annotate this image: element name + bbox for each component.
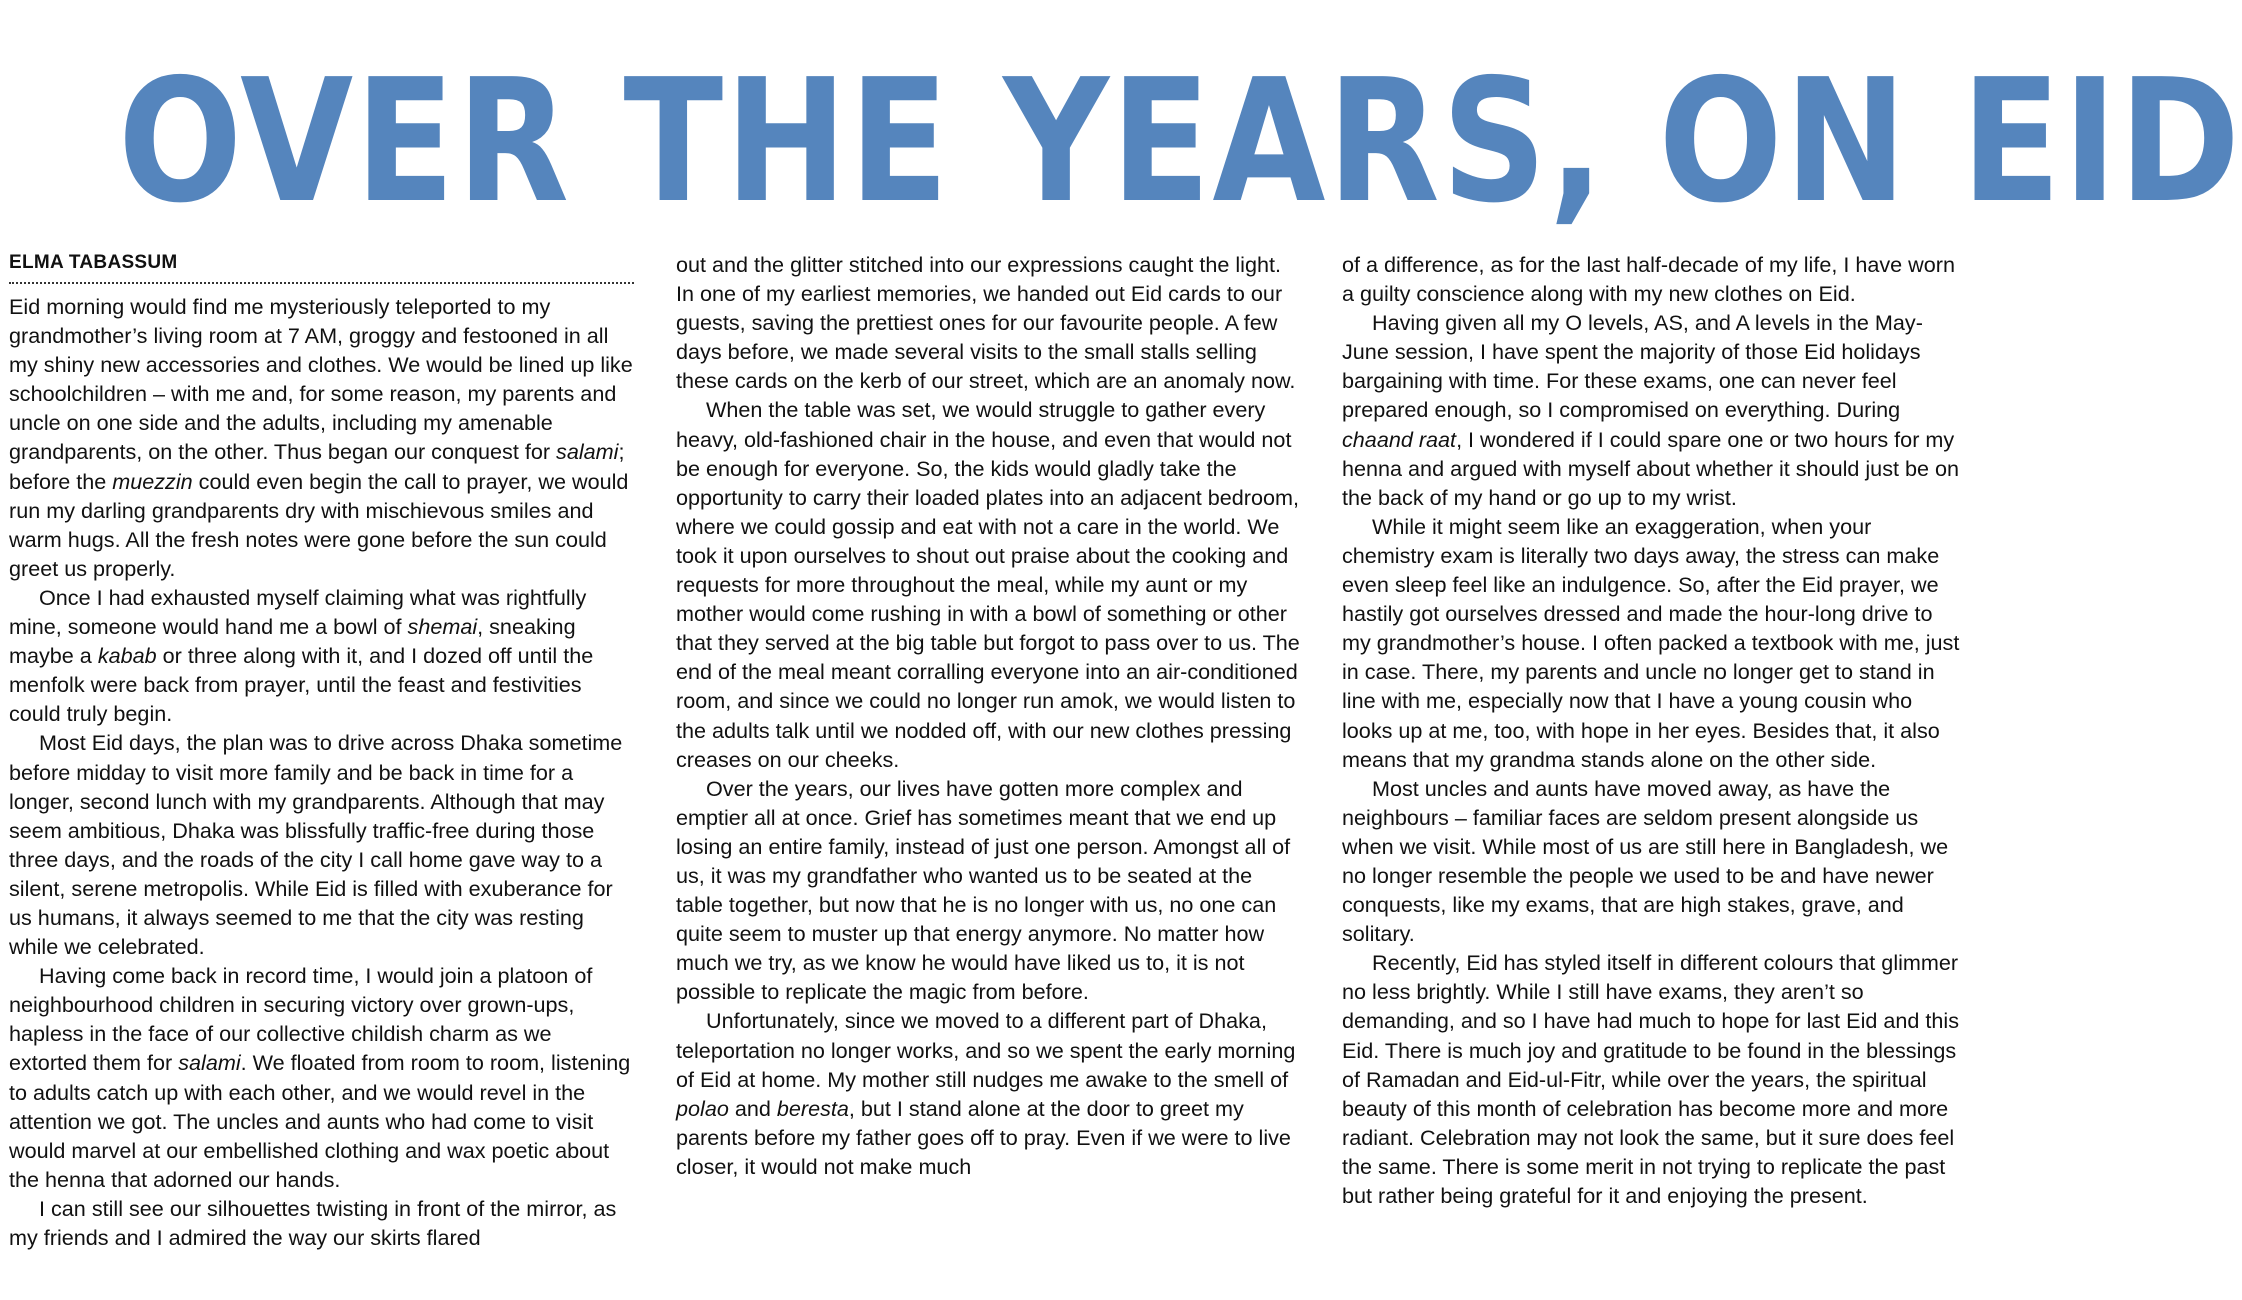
article-paragraph: While it might seem like an exaggeration, when your chemistry exam is literally two days away, the stress can make even sleep feel like an indulgence. So, after the Eid prayer, we hastily got ourselves dressed and made the hour-long drive to my grandmother’s house. I often packed a textbook with me, just in case. There, my parents and uncle no longer get to stand in line with me, especially now that I have a young cousin who looks up at me, too, with hope in her eyes. Besides that, it also means that my grandma stands alone on the other side. xyxy=(1342,513,1960,772)
article-paragraph: Having given all my O levels, AS, and A levels in the May-June session, I have spent the majority of those Eid holidays bargaining with time. For these exams, one can never feel prepared enough, so I compromised on everything. During chaand raat, I wondered if I could spare one or two hours for my henna and argued with myself about whether it should just be on the back of my hand or go up to my wrist. xyxy=(1342,310,1960,510)
article-paragraph: of a difference, as for the last half-decade of my life, I have worn a guilty conscience along with my new clothes on Eid. xyxy=(1342,252,1955,307)
article-column-2 xyxy=(676,250,1301,1300)
article-headline: OVER THE YEARS, ON EID xyxy=(118,43,2242,241)
article-paragraph: Eid morning would find me mysteriously teleported to my grandmother’s living room at 7 AM, groggy and festooned in all my shiny new accessories and clothes. We would be lined up like schoolchildren – with me and, for some reason, my parents and uncle on one side and the adults, including my amenable grandparents, on the other. Thus began our conquest for salami; before the muezzin could even begin the call to prayer, we would run my darling grandparents dry with mischievous smiles and warm hugs. All the fresh notes were gone before the sun could greet us properly. xyxy=(9,294,633,581)
article-paragraph: out and the glitter stitched into our expressions caught the light. In one of my earliest memories, we handed out Eid cards to our guests, saving the prettiest ones for our favourite people. A few days before, we made several visits to the small stalls selling these cards on the kerb of our street, which are an anomaly now. xyxy=(676,252,1296,394)
article-paragraph: Over the years, our lives have gotten more complex and emptier all at once. Grief has sometimes meant that we end up losing an entire family, instead of just one person. Amongst all of us, it was my grandfather who wanted us to be seated at the table together, but now that he is no longer with us, no one can quite seem to muster up that energy anymore. No matter how much we try, as we know he would have liked us to, it is not possible to replicate the magic from before. xyxy=(676,775,1291,1005)
article-paragraph: When the table was set, we would struggle to gather every heavy, old-fashioned chair in the house, and even that would not be enough for everyone. So, the kids would gladly take the opportunity to carry their loaded plates into an adjacent bedroom, where we could gossip and eat with not a care in the world. We took it upon ourselves to shout out praise about the cooking and requests for more throughout the meal, while my aunt or my mother would come rushing in with a bowl of something or other that they served at the big table but forgot to pass over to us. The end of the meal meant corralling everyone into an air-conditioned room, and since we could no longer run amok, we would listen to the adults talk until we nodded off, with our new clothes pressing creases on our cheeks. xyxy=(676,397,1300,772)
article-column-3 xyxy=(1342,250,1967,1300)
article-paragraph: Recently, Eid has styled itself in different colours that glimmer no less brightly. While I still have exams, they aren’t so demanding, and so I have had much to hope for last Eid and this Eid. There is much joy and gratitude to be found in the blessings of Ramadan and Eid-ul-Fitr, while over the years, the spiritual beauty of this month of celebration has become more and more radiant. Celebration may not look the same, but it sure does feel the same. There is some merit in not trying to replicate the past but rather being grateful for it and enjoying the present. xyxy=(1342,950,1960,1208)
article-paragraph: Unfortunately, since we moved to a different part of Dhaka, teleportation no longer works, and so we spent the early morning of Eid at home. My mother still nudges me awake to the smell of polao and beresta, but I stand alone at the door to greet my parents before my father goes off to pray. Even if we were to live closer, it would not make much xyxy=(676,1008,1296,1179)
article-paragraph: Once I had exhausted myself claiming what was rightfully mine, someone would hand me a bowl of shemai, sneaking maybe a kabab or three along with it, and I dozed off until the menfolk were back from prayer, until the feast and festivities could truly begin. xyxy=(9,584,594,727)
article-paragraph: Most uncles and aunts have moved away, as have the neighbours – familiar faces are seldom present alongside us when we visit. While most of us are still here in Bangladesh, we no longer resemble the people we used to be and have newer conquests, like my exams, that are high stakes, grave, and solitary. xyxy=(1342,775,1949,947)
article-column-1 xyxy=(9,250,634,1300)
author-byline: ELMA TABASSUM xyxy=(9,250,634,284)
article-paragraph: I can still see our silhouettes twisting in front of the mirror, as my friends and I admired the way our skirts flared xyxy=(9,1195,617,1250)
article-paragraph: Most Eid days, the plan was to drive across Dhaka sometime before midday to visit more family and be back in time for a longer, second lunch with my grandparents. Although that may seem ambitious, Dhaka was blissfully traffic-free during those three days, and the roads of the city I call home gave way to a silent, serene metropolis. While Eid is filled with exuberance for us humans, it always seemed to me that the city was resting while we celebrated. xyxy=(9,730,623,960)
article-paragraph: Having come back in record time, I would join a platoon of neighbourhood children in securing victory over grown-ups, hapless in the face of our collective childish charm as we extorted them for salami. We floated from room to room, listening to adults catch up with each other, and we would revel in the attention we got. The uncles and aunts who had come to visit would marvel at our embellished clothing and wax poetic about the henna that adorned our hands. xyxy=(9,963,631,1192)
